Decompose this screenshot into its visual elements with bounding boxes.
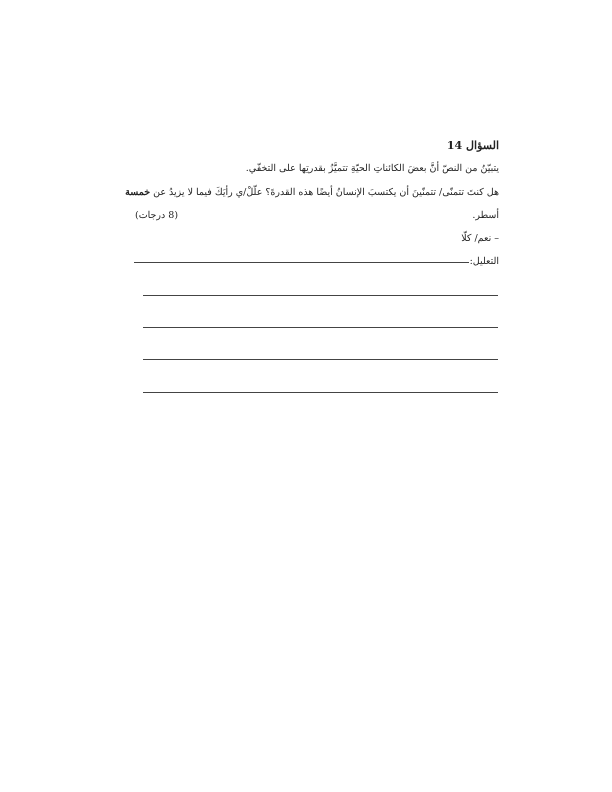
question-task-text: هل كنتَ تتمنّى/ تتمنّينَ أن يكتسبَ الإنسانُ أيضًا هذه القدرةَ؟ علّلْ/ي رأيَكَ فيما لا يزيدُ عن <box>153 187 499 198</box>
answer-line <box>143 392 498 393</box>
answer-line <box>143 327 498 328</box>
answer-line <box>143 295 498 296</box>
answer-line <box>134 262 469 263</box>
question-task-emphasis: خمسة <box>125 187 151 198</box>
answer-line <box>143 359 498 360</box>
answer-choice: – نعم/ كلّا <box>461 233 499 244</box>
reason-label: التعليل: <box>469 256 499 267</box>
question-task-continuation: أسطر. <box>472 210 499 221</box>
question-title: السؤال 14 <box>446 139 499 152</box>
question-marks: (8 درجات) <box>135 210 179 221</box>
question-prompt: يتبيّنُ من النصّ أنَّ بعضَ الكائناتِ الحيّةِ تتميَّزُ بقدرتِها على التخفّي. <box>245 163 499 174</box>
question-task-line <box>125 187 499 199</box>
